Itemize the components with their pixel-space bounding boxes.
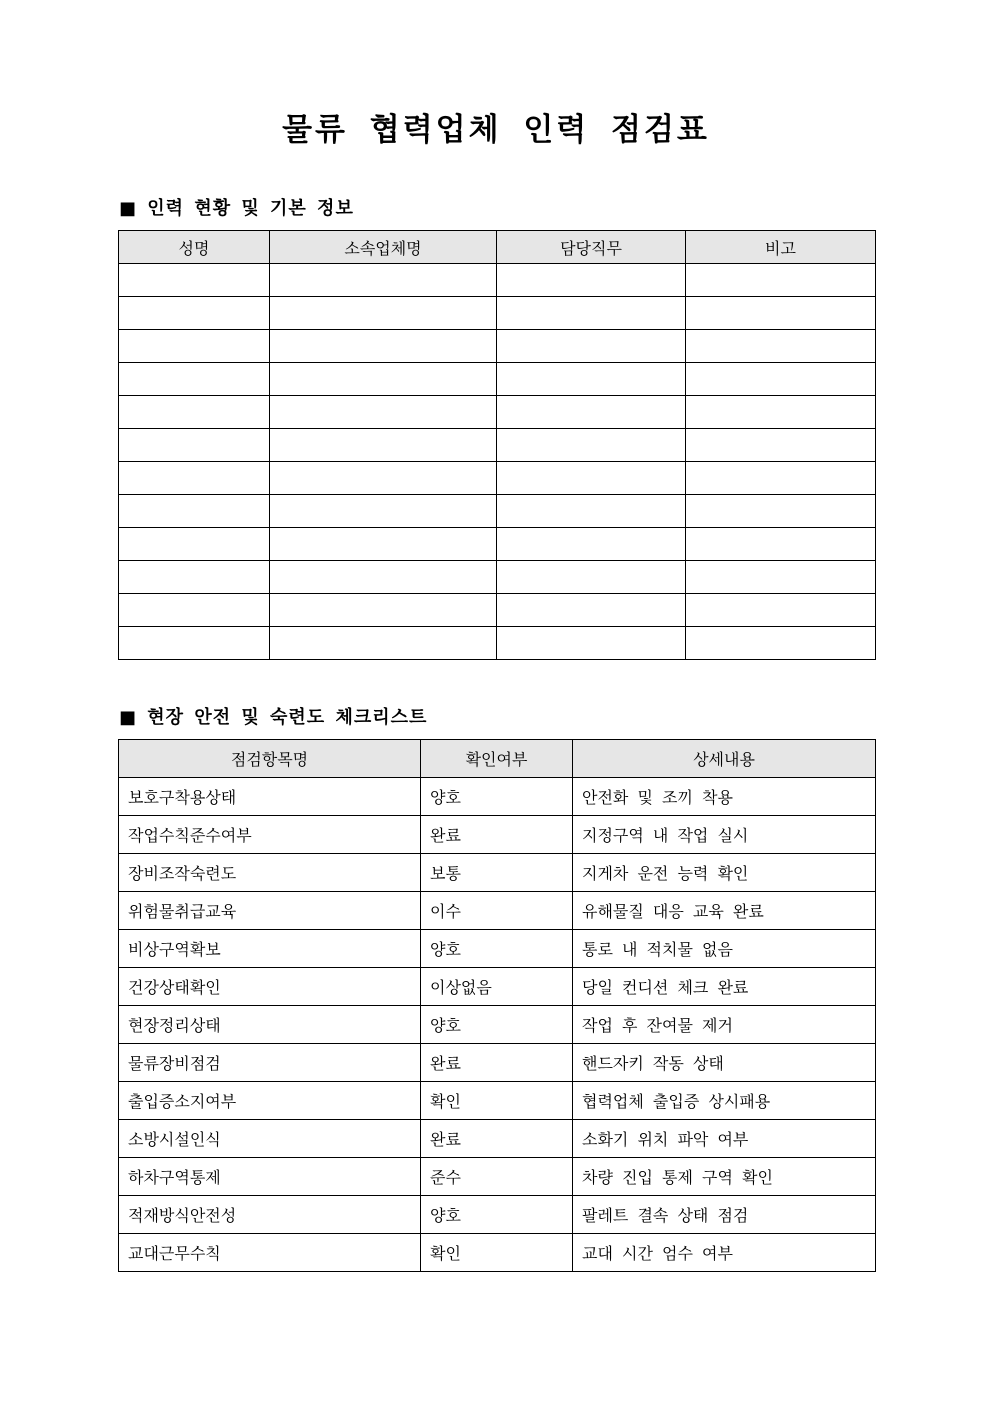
detail-cell: 차량 진입 통제 구역 확인 <box>573 1158 876 1196</box>
name-cell[interactable] <box>119 429 270 462</box>
name-cell[interactable] <box>119 330 270 363</box>
name-cell[interactable] <box>119 297 270 330</box>
duty-cell[interactable] <box>497 594 686 627</box>
note-cell[interactable] <box>686 429 876 462</box>
table-row <box>119 1120 876 1158</box>
status-cell: 확인 <box>421 1234 573 1272</box>
item-name-cell: 현장정리상태 <box>119 1006 421 1044</box>
duty-cell[interactable] <box>497 561 686 594</box>
duty-cell[interactable] <box>497 627 686 660</box>
detail-cell: 팔레트 결속 상태 점검 <box>573 1196 876 1234</box>
status-cell: 완료 <box>421 816 573 854</box>
table-row <box>119 1082 876 1120</box>
note-cell[interactable] <box>686 594 876 627</box>
duty-cell[interactable] <box>497 363 686 396</box>
personnel-table <box>118 230 876 660</box>
detail-cell: 지정구역 내 작업 실시 <box>573 816 876 854</box>
table-row <box>119 1196 876 1234</box>
table-row <box>119 1006 876 1044</box>
duty-cell[interactable] <box>497 429 686 462</box>
table-row <box>119 396 876 429</box>
detail-cell: 교대 시간 엄수 여부 <box>573 1234 876 1272</box>
table-row <box>119 363 876 396</box>
detail-cell: 지게차 운전 능력 확인 <box>573 854 876 892</box>
table-row <box>119 968 876 1006</box>
note-cell[interactable] <box>686 528 876 561</box>
table-header-row <box>119 740 876 778</box>
note-cell[interactable] <box>686 627 876 660</box>
status-cell: 확인 <box>421 1082 573 1120</box>
item-name-cell: 건강상태확인 <box>119 968 421 1006</box>
detail-cell: 유해물질 대응 교육 완료 <box>573 892 876 930</box>
name-cell[interactable] <box>119 594 270 627</box>
detail-cell: 안전화 및 조끼 착용 <box>573 778 876 816</box>
table-row <box>119 1158 876 1196</box>
status-cell: 양호 <box>421 1196 573 1234</box>
status-cell: 준수 <box>421 1158 573 1196</box>
table-row <box>119 892 876 930</box>
section-heading-personnel: ■ 인력 현황 및 기본 정보 <box>119 198 354 219</box>
status-cell: 완료 <box>421 1120 573 1158</box>
company-cell[interactable] <box>270 561 497 594</box>
table-row <box>119 561 876 594</box>
name-cell[interactable] <box>119 627 270 660</box>
checklist-table <box>118 739 876 1272</box>
table-row <box>119 816 876 854</box>
company-cell[interactable] <box>270 528 497 561</box>
note-cell[interactable] <box>686 561 876 594</box>
item-name-cell: 적재방식안전성 <box>119 1196 421 1234</box>
note-cell[interactable] <box>686 363 876 396</box>
name-cell[interactable] <box>119 528 270 561</box>
table-row <box>119 495 876 528</box>
status-cell: 양호 <box>421 930 573 968</box>
column-header-company: 소속업체명 <box>270 231 497 264</box>
column-header-status: 확인여부 <box>421 740 573 778</box>
column-header-detail: 상세내용 <box>573 740 876 778</box>
duty-cell[interactable] <box>497 264 686 297</box>
company-cell[interactable] <box>270 462 497 495</box>
company-cell[interactable] <box>270 297 497 330</box>
item-name-cell: 물류장비점검 <box>119 1044 421 1082</box>
name-cell[interactable] <box>119 264 270 297</box>
name-cell[interactable] <box>119 561 270 594</box>
detail-cell: 핸드자키 작동 상태 <box>573 1044 876 1082</box>
table-row <box>119 854 876 892</box>
table-row <box>119 594 876 627</box>
company-cell[interactable] <box>270 363 497 396</box>
item-name-cell: 장비조작숙련도 <box>119 854 421 892</box>
duty-cell[interactable] <box>497 297 686 330</box>
table-header-row <box>119 231 876 264</box>
table-row <box>119 778 876 816</box>
company-cell[interactable] <box>270 396 497 429</box>
note-cell[interactable] <box>686 495 876 528</box>
table-row <box>119 264 876 297</box>
note-cell[interactable] <box>686 462 876 495</box>
item-name-cell: 교대근무수칙 <box>119 1234 421 1272</box>
duty-cell[interactable] <box>497 495 686 528</box>
detail-cell: 협력업체 출입증 상시패용 <box>573 1082 876 1120</box>
duty-cell[interactable] <box>497 330 686 363</box>
status-cell: 이상없음 <box>421 968 573 1006</box>
section-heading-checklist: ■ 현장 안전 및 숙련도 체크리스트 <box>119 707 428 728</box>
detail-cell: 소화기 위치 파악 여부 <box>573 1120 876 1158</box>
table-row <box>119 330 876 363</box>
name-cell[interactable] <box>119 462 270 495</box>
status-cell: 보통 <box>421 854 573 892</box>
duty-cell[interactable] <box>497 528 686 561</box>
duty-cell[interactable] <box>497 396 686 429</box>
note-cell[interactable] <box>686 330 876 363</box>
table-row <box>119 1044 876 1082</box>
note-cell[interactable] <box>686 396 876 429</box>
column-header-note: 비고 <box>686 231 876 264</box>
detail-cell: 당일 컨디션 체크 완료 <box>573 968 876 1006</box>
item-name-cell: 비상구역확보 <box>119 930 421 968</box>
item-name-cell: 위험물취급교육 <box>119 892 421 930</box>
detail-cell: 통로 내 적치물 없음 <box>573 930 876 968</box>
page-title: 물류 협력업체 인력 점검표 <box>282 112 710 148</box>
item-name-cell: 보호구착용상태 <box>119 778 421 816</box>
item-name-cell: 출입증소지여부 <box>119 1082 421 1120</box>
table-row <box>119 627 876 660</box>
company-cell[interactable] <box>270 627 497 660</box>
company-cell[interactable] <box>270 330 497 363</box>
column-header-item: 점검항목명 <box>119 740 421 778</box>
table-row <box>119 429 876 462</box>
company-cell[interactable] <box>270 594 497 627</box>
item-name-cell: 소방시설인식 <box>119 1120 421 1158</box>
note-cell[interactable] <box>686 297 876 330</box>
status-cell: 완료 <box>421 1044 573 1082</box>
company-cell[interactable] <box>270 429 497 462</box>
table-row <box>119 297 876 330</box>
name-cell[interactable] <box>119 396 270 429</box>
item-name-cell: 작업수칙준수여부 <box>119 816 421 854</box>
note-cell[interactable] <box>686 264 876 297</box>
name-cell[interactable] <box>119 495 270 528</box>
table-row <box>119 528 876 561</box>
table-row <box>119 1234 876 1272</box>
item-name-cell: 하차구역통제 <box>119 1158 421 1196</box>
column-header-name: 성명 <box>119 231 270 264</box>
status-cell: 양호 <box>421 778 573 816</box>
company-cell[interactable] <box>270 495 497 528</box>
company-cell[interactable] <box>270 264 497 297</box>
duty-cell[interactable] <box>497 462 686 495</box>
name-cell[interactable] <box>119 363 270 396</box>
status-cell: 이수 <box>421 892 573 930</box>
status-cell: 양호 <box>421 1006 573 1044</box>
table-row <box>119 462 876 495</box>
table-row <box>119 930 876 968</box>
detail-cell: 작업 후 잔여물 제거 <box>573 1006 876 1044</box>
column-header-duty: 담당직무 <box>497 231 686 264</box>
